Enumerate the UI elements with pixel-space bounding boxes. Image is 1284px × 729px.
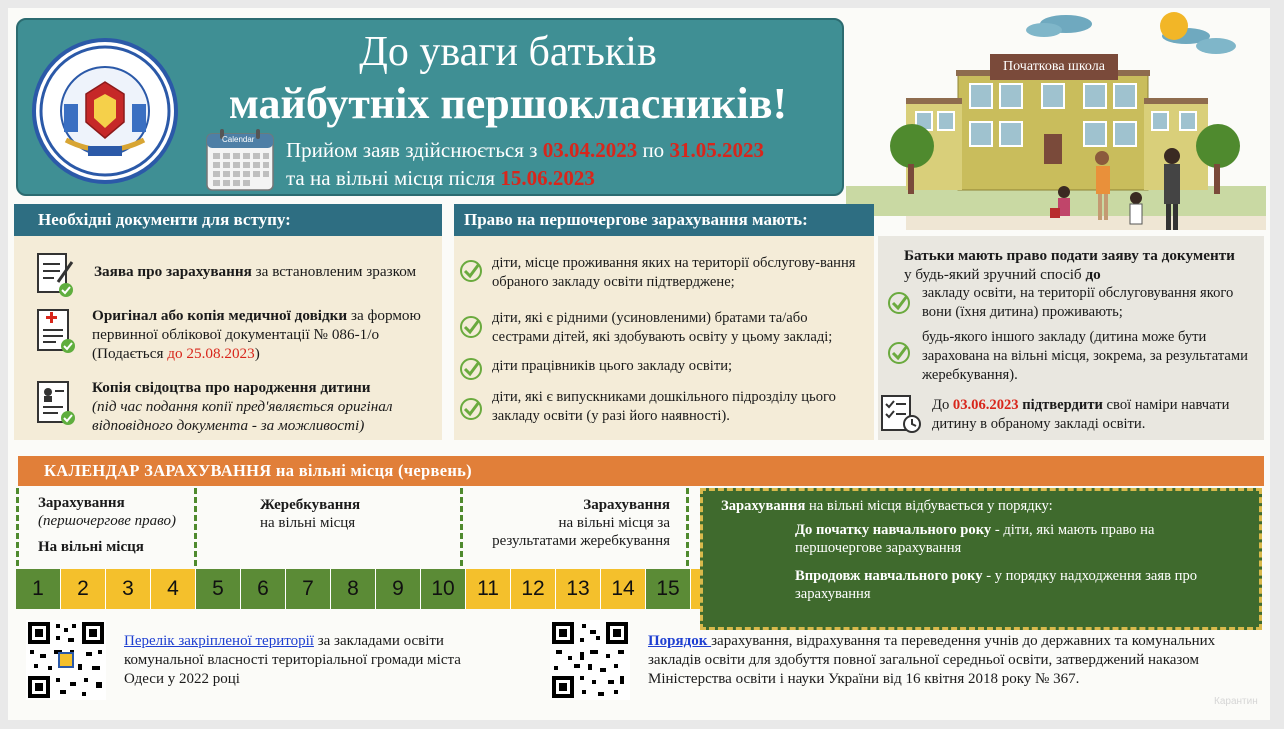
calendar-divider xyxy=(16,488,19,566)
intake-end-date: 31.05.2023 xyxy=(669,138,764,162)
document-item-application: Заява про зарахування за встановленим зразком xyxy=(94,263,417,280)
check-icon xyxy=(460,316,482,338)
calendar-phase-lottery: Жеребкування на вільні місця xyxy=(260,497,361,531)
territory-list-link[interactable]: Перелік закріпленої території xyxy=(124,633,314,649)
calendar-divider xyxy=(686,488,689,566)
calendar-day-12: 12 xyxy=(511,569,556,609)
calendar-icon xyxy=(206,128,274,192)
territory-info: Перелік закріпленої території за закладами освіти комунальної власності територіальної громади міста Одеси у 2022 році xyxy=(124,633,461,687)
vacant-places-date: та на вільні місця після 15.06.2023 xyxy=(286,166,595,190)
document-item-birth: Копія свідоцтва про народження дитини (під час подання копії пред'являється оригінал відповідного документа - за можливості) xyxy=(92,379,393,434)
check-icon xyxy=(460,358,482,380)
calendar-day-7: 7 xyxy=(286,569,331,609)
calendar-day-1: 1 xyxy=(16,569,61,609)
priority-item-residence: діти, місце проживання яких на території обслугову-вання обраного закладу освіти підтверджене; xyxy=(492,255,856,290)
calendar-day-3: 3 xyxy=(106,569,151,609)
vacant-date: 15.06.2023 xyxy=(500,166,595,190)
enrollment-calendar-heading: КАЛЕНДАР ЗАРАХУВАННЯ на вільні місця (червень) xyxy=(18,456,1264,486)
calendar-icon-label: Calendar xyxy=(222,135,255,144)
calendar-day-6: 6 xyxy=(241,569,286,609)
calendar-day-4: 4 xyxy=(151,569,196,609)
check-icon xyxy=(460,260,482,282)
calendar-day-2: 2 xyxy=(61,569,106,609)
check-icon xyxy=(460,398,482,420)
header-banner xyxy=(16,18,844,196)
department-emblem-icon xyxy=(32,38,178,184)
confirmation-checklist-icon xyxy=(880,392,922,434)
check-icon xyxy=(888,292,910,314)
intake-start-date: 03.04.2023 xyxy=(542,138,638,162)
documents-heading: Необхідні документи для вступу: xyxy=(14,204,442,236)
parents-option-local-school: закладу освіти, на території обслуговування якого вони (їхня дитина) проживають; xyxy=(922,285,1234,320)
watermark: Карантин xyxy=(1214,696,1258,707)
title-line-1: До уваги батьків xyxy=(359,29,657,75)
order-before-school-year: До початку навчального року - діти, які мають право на першочергове зарахування xyxy=(795,522,1155,556)
birth-certificate-icon xyxy=(36,380,76,426)
enrollment-order-box xyxy=(700,488,1262,630)
info-sheet xyxy=(8,8,1270,720)
calendar-day-8: 8 xyxy=(331,569,376,609)
intake-dates: Прийом заяв здійснюється з 03.04.2023 по 31.05.2023 xyxy=(286,138,764,162)
priority-item-siblings: діти, які є рідними (усиновленими) братами та/або сестрами дітей, які здобувають освіту у цьому закладі; xyxy=(492,310,833,345)
parents-option-other-school: будь-якого іншого закладу (дитина може бути зарахована на вільні місця, зокрема, за результатами жеребкування). xyxy=(922,329,1248,383)
calendar-phase-lottery-enrollment: Зарахування на вільні місця за результатами жеребкування xyxy=(492,497,670,549)
territory-qr-code[interactable] xyxy=(26,620,106,700)
calendar-day-9: 9 xyxy=(376,569,421,609)
calendar-phase-priority: Зарахування (першочергове право) На вільні місця xyxy=(38,495,176,555)
order-qr-code[interactable] xyxy=(550,620,630,700)
application-form-icon xyxy=(36,252,76,298)
check-icon xyxy=(888,342,910,364)
medical-certificate-icon xyxy=(36,308,76,354)
parents-heading: Батьки мають право подати заяву та документи у будь-який зручний спосіб до xyxy=(904,247,1235,283)
calendar-day-13: 13 xyxy=(556,569,601,609)
calendar-divider xyxy=(460,488,463,566)
order-link[interactable]: Порядок xyxy=(648,633,712,649)
order-heading: Зарахування на вільні місця відбувається у порядку: xyxy=(721,498,1053,514)
calendar-day-14: 14 xyxy=(601,569,646,609)
priority-item-staff-children: діти працівників цього закладу освіти; xyxy=(492,358,733,374)
document-item-medical: Оригінал або копія медичної довідки за формою первинної облікової документації № 086-1/о (Подається до 25.08.2023) xyxy=(92,307,421,362)
calendar-day-11: 11 xyxy=(466,569,511,609)
order-during-school-year: Впродовж навчального року - у порядку надходження заяв про зарахування xyxy=(795,568,1198,602)
priority-heading: Право на першочергове зарахування мають: xyxy=(454,204,874,236)
medical-deadline: до 25.08.2023 xyxy=(167,345,255,362)
title-line-2: майбутніх першокласників! xyxy=(228,79,788,128)
school-label: Початкова школа xyxy=(990,54,1118,80)
calendar-day-5: 5 xyxy=(196,569,241,609)
parents-confirmation: До 03.06.2023 підтвердити свої наміри навчати дитину в обраному закладі освіти. xyxy=(932,397,1230,432)
priority-item-preschool-graduates: діти, які є випускниками дошкільного підрозділу цього закладу освіти (у разі його наявності). xyxy=(492,389,836,424)
school-illustration xyxy=(846,8,1266,236)
order-info: Порядок зарахування, відрахування та переведення учнів до державних та комунальних закладів освіти для здобуття повної загальної середньої освіти, затверджений наказом Міністерства освіти і науки України від 16 квітня 2018 року № 367. xyxy=(648,633,1216,687)
calendar-day-15: 15 xyxy=(646,569,691,609)
calendar-day-10: 10 xyxy=(421,569,466,609)
confirmation-deadline: 03.06.2023 xyxy=(952,397,1019,413)
